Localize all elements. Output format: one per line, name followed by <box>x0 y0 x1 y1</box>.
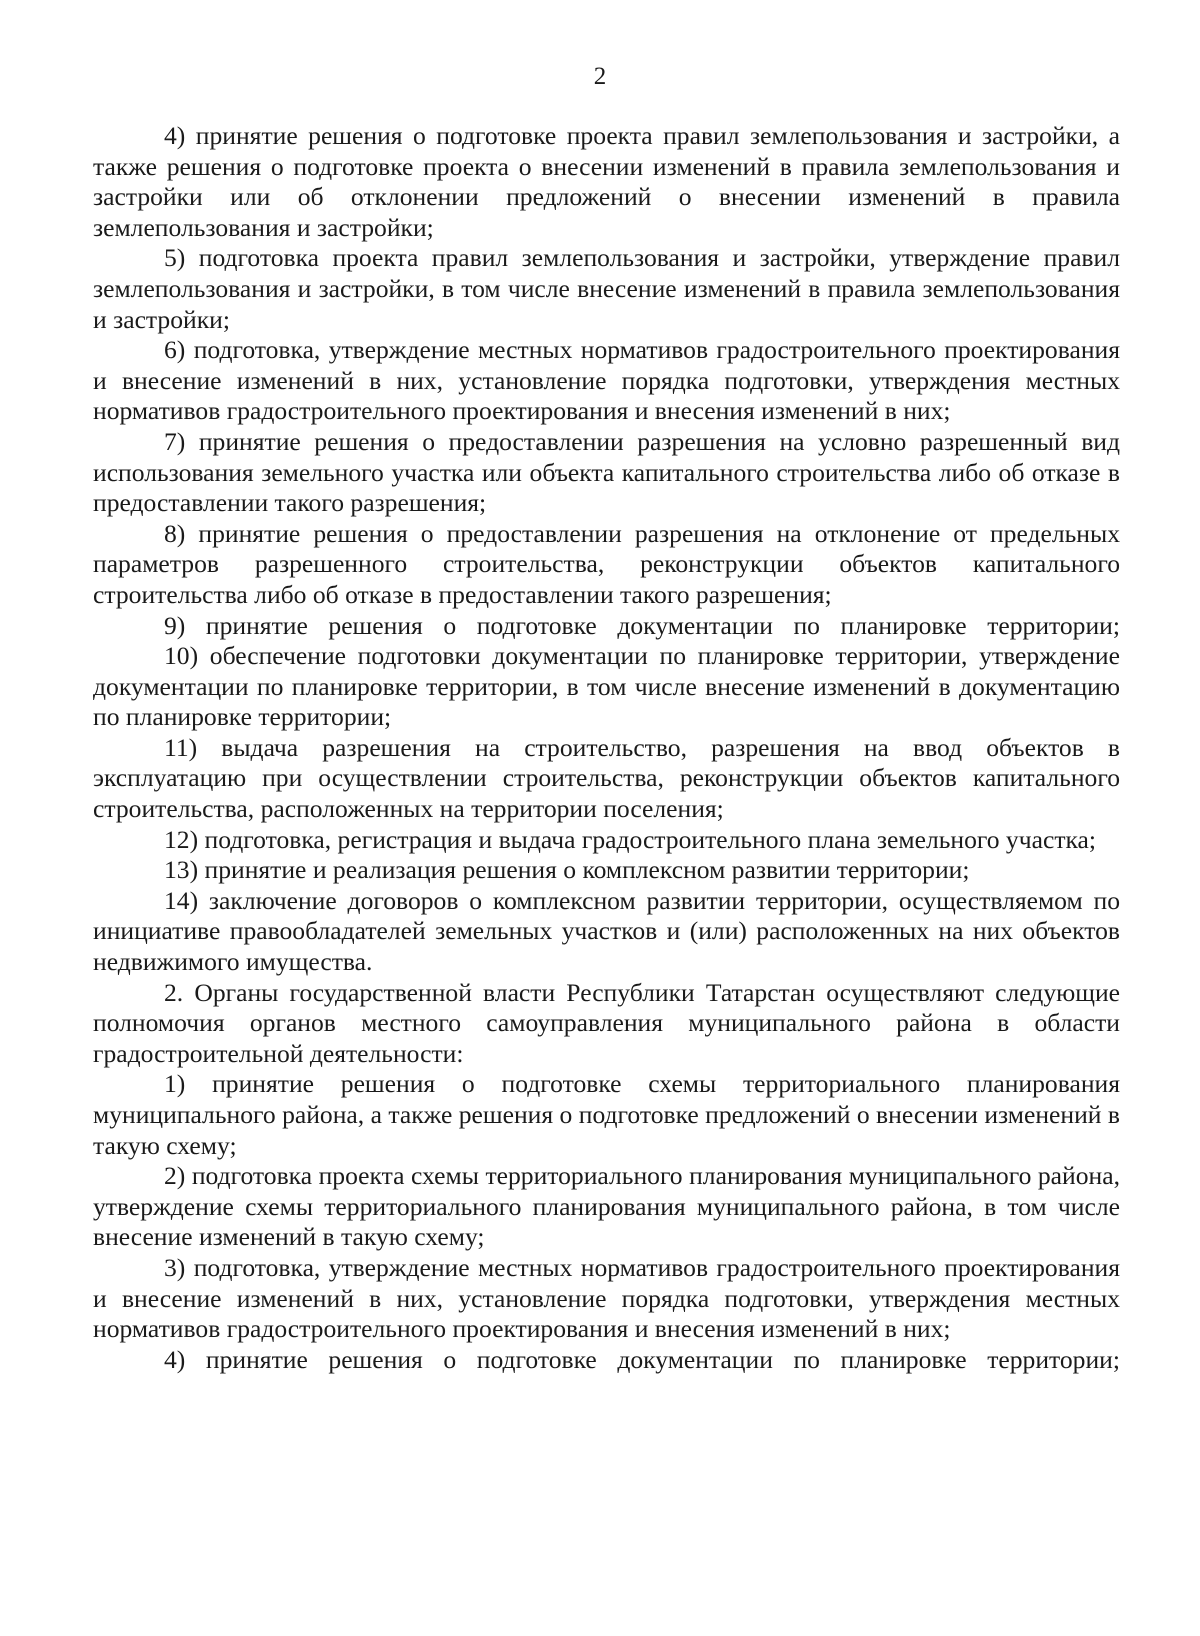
paragraph: 4) принятие решения о подготовке документации по планировке территории; <box>164 1344 1120 1374</box>
paragraph: 12) подготовка, регистрация и выдача градостроительного плана земельного участка; <box>164 824 1097 854</box>
paragraph: 14) заключение договоров о комплексном развитии территории, осуществляемом по инициативе правообладателей земельных участков и (или) расположенных на них объектов недвижимого имущества. <box>93 885 1120 977</box>
paragraph: 8) принятие решения о предоставлении разрешения на отклонение от предельных параметров разрешенного строительства, реконструкции объектов капитального строительства либо об отказе в предоставлении такого разрешения; <box>93 518 1120 609</box>
paragraph: 3) подготовка, утверждение местных нормативов градостроительного проектирования и внесение изменений в них, установление порядка подготовки, утверждения местных нормативов градостроительного проектирования и внесения изменений в них; <box>93 1252 1120 1344</box>
paragraph: 7) принятие решения о предоставлении разрешения на условно разрешенный вид использования земельного участка или объекта капитального строительства либо об отказе в предоставлении такого разрешения; <box>93 426 1120 518</box>
paragraph: 5) подготовка проекта правил землепользования и застройки, утверждение правил землепользования и застройки, в том числе внесение изменений в правила землепользования и застройки; <box>93 243 1120 334</box>
paragraph: 13) принятие и реализация решения о комплексном развитии территории; <box>164 855 970 885</box>
paragraph: 2) подготовка проекта схемы территориального планирования муниципального района, утверждение схемы территориального планирования муниципального района, в том числе внесение изменений в такую схему; <box>93 1161 1120 1252</box>
paragraph: 10) обеспечение подготовки документации по планировке территории, утверждение документации по планировке территории, в том числе внесение изменений в документацию по планировке территории; <box>93 641 1120 732</box>
paragraph: 6) подготовка, утверждение местных нормативов градостроительного проектирования и внесение изменений в них, установление порядка подготовки, утверждения местных нормативов градостроительного проектирования и внесения изменений в них; <box>93 335 1120 426</box>
paragraph: 2. Органы государственной власти Республики Татарстан осуществляют следующие полномочия органов местного самоуправления муниципального района в области градостроительной деятельности: <box>93 977 1120 1068</box>
page-number: 2 <box>593 63 607 90</box>
paragraph: 1) принятие решения о подготовке схемы территориального планирования муниципального района, а также решения о подготовке предложений о внесении изменений в такую схему; <box>93 1069 1120 1160</box>
paragraph: 11) выдача разрешения на строительство, разрешения на ввод объектов в эксплуатацию при осуществлении строительства, реконструкции объектов капитального строительства, расположенных на территории поселения; <box>93 732 1120 824</box>
paragraph: 9) принятие решения о подготовке документации по планировке территории; <box>164 610 1120 640</box>
document-body <box>93 121 1120 1375</box>
paragraph: 4) принятие решения о подготовке проекта правил землепользования и застройки, а также решения о подготовке проекта о внесении изменений в правила землепользования и застройки или об отклонении предложений о внесении изменений в правила землепользования и застройки; <box>93 121 1120 242</box>
